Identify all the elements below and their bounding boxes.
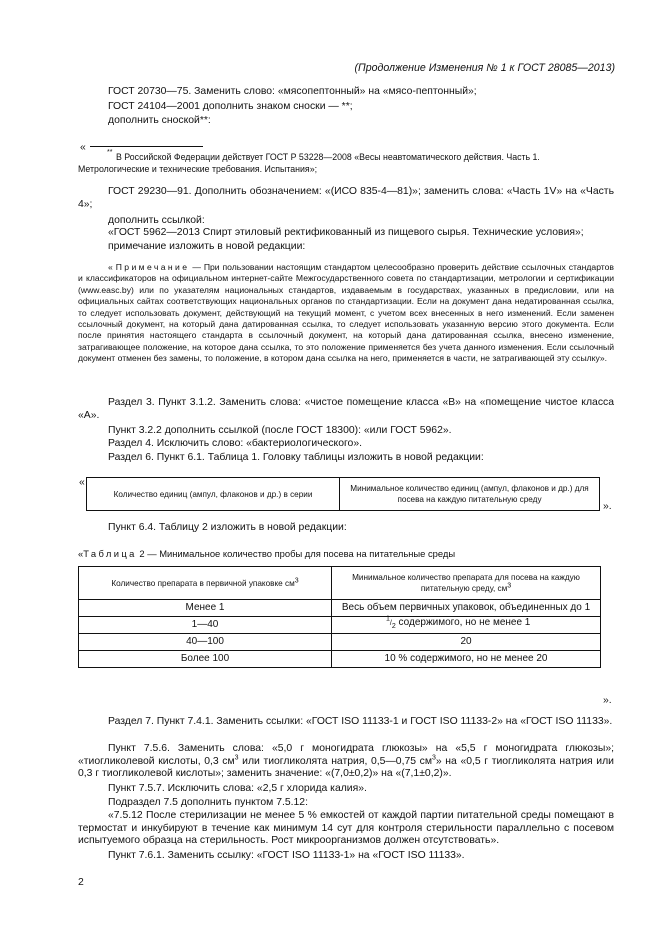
table-row bbox=[79, 634, 601, 651]
table-cell: 40—100 bbox=[79, 634, 332, 651]
note-label: Примечание bbox=[115, 262, 190, 272]
quote-mark: « bbox=[79, 477, 85, 488]
table-cell: Более 100 bbox=[79, 651, 332, 668]
text-span: Пункт 7.5.6. Заменить слова: «5,0 г моногидрата глюкозы» на «5,5 г моногидрата глюкозы»; «тиогликолевой кислоты, 0,3 см bbox=[78, 743, 614, 767]
table-cell: 10 % содержимого, но не менее 20 bbox=[332, 651, 601, 668]
quote-mark: « bbox=[108, 262, 113, 272]
text-line: ГОСТ 24104—2001 дополнить знаком сноски — **; bbox=[108, 101, 353, 112]
table-caption bbox=[78, 548, 455, 559]
quote-mark: ». bbox=[603, 695, 612, 706]
page-number: 2 bbox=[78, 877, 84, 888]
footnote-separator bbox=[90, 146, 203, 147]
caption-text: 2 — Минимальное количество пробы для посева на питательные среды bbox=[139, 548, 456, 559]
text-line: Подраздел 7.5 дополнить пунктом 7.5.12: bbox=[108, 797, 308, 808]
text-line: дополнить ссылкой: bbox=[108, 215, 205, 226]
text-line: ГОСТ 20730—75. Заменить слово: «мясопептонный» на «мясо-пептонный»; bbox=[108, 86, 477, 97]
table-cell: 20 bbox=[332, 634, 601, 651]
text-span: или тиогликолята натрия, 0,5—0,75 см bbox=[238, 755, 432, 767]
paragraph: Раздел 3. Пункт 3.1.2. Заменить слова: «чистое помещение класса «В» на «помещение чистое класса «А». bbox=[78, 397, 614, 421]
paragraph bbox=[78, 743, 614, 781]
text-line: Пункт 7.6.1. Заменить ссылку: «ГОСТ ISO 11133-1» на «ГОСТ ISO 11133». bbox=[108, 850, 465, 861]
quote-mark: ». bbox=[603, 501, 612, 512]
footnote-text: В Российской Федерации действует ГОСТ Р 53228—2008 «Весы неавтоматического действия. Часть 1. bbox=[116, 152, 540, 162]
text-line: дополнить сноской**: bbox=[108, 115, 211, 126]
table-cell: Весь объем первичных упаковок, объединенных до 1 bbox=[332, 600, 601, 617]
note-body: — При пользовании настоящим стандартом целесообразно проверить действие ссылочных стандартов и классификаторов на официальном интернет-сайте Межгосударственного совета по стандартизации, метрологии и сертификации (www.easc.by) или по указателям национальных стандартов, издаваемым в государствах, указанных в предисловии, или на официальных сайтах соответствующих национальных органов по стандартизации. Если на документ дана недатированная ссылка, то следует использовать документ, действующий на текущий момент, с учетом всех внесенных в него изменений. Если заменен ссылочный документ, на который дана датированная ссылка, то следует использовать указанную версию этого документа. Если после принятия настоящего стандарта в ссылочный документ, на который дана датированная ссылка, внесено изменение, затрагивающее положение, на которое дана ссылка, то это положение применяется без учета данного изменения. Если ссылочный документ отменен без замены, то положение, в котором дана ссылка на него, применяется в части, не затрагивающей эту ссылку». bbox=[78, 262, 614, 364]
superscript: 3 bbox=[431, 754, 436, 762]
table-2 bbox=[78, 566, 601, 668]
text-line: Пункт 7.5.7. Исключить слова: «2,5 г хлорида калия». bbox=[108, 783, 367, 794]
caption-label: Таблица bbox=[83, 548, 137, 559]
footnote-mark: ** bbox=[107, 149, 113, 156]
superscript: 1 bbox=[386, 615, 390, 623]
table-header-cell bbox=[79, 567, 332, 600]
cell-text: содержимого, но не менее 1 bbox=[395, 617, 531, 628]
subscript: 2 bbox=[391, 623, 396, 630]
table-header-cell: Количество единиц (ампул, флаконов и др.) в серии bbox=[87, 478, 340, 511]
table-row bbox=[79, 651, 601, 668]
text-line: Пункт 3.2.2 дополнить ссылкой (после ГОСТ 18300): «или ГОСТ 5962». bbox=[108, 425, 452, 436]
header-text: Минимальное количество препарата для посева на каждую питательную среду, см bbox=[352, 573, 580, 593]
footnote-text: Метрологические и технические требования. Испытания»; bbox=[78, 164, 318, 174]
paragraph: «7.5.12 После стерилизации не менее 5 % емкостей от каждой партии питательной среды помещают в термостат и инкубируют в течение как минимум 14 сут для контроля стерильности параллельно с посевом испытуемого образца на стерильность. Рост микроорганизмов должен отсутствовать». bbox=[78, 810, 614, 847]
quote-mark: « bbox=[80, 142, 86, 153]
table-cell: $^1/_2$ содержимого, но не менее 1 bbox=[332, 617, 601, 634]
table-row bbox=[79, 617, 601, 634]
text-line: Раздел 6. Пункт 6.1. Таблица 1. Головку таблицы изложить в новой редакции: bbox=[108, 452, 484, 463]
text-line: Раздел 4. Исключить слово: «бактериологического». bbox=[108, 438, 362, 449]
paragraph: «ГОСТ 5962—2013 Спирт этиловый ректификованный из пищевого сырья. Технические условия»; bbox=[108, 227, 584, 238]
text-span: » на «0,5 г тиогликолята натрия или 0,3 г тиогликолевой кислоты»; заменить значение: «(7,0±0,2)» на «(7,1±0,2)». bbox=[78, 755, 614, 780]
header-text: Количество препарата в первичной упаковке см bbox=[111, 578, 295, 588]
table-1-header bbox=[86, 477, 600, 511]
running-header: (Продолжение Изменения № 1 к ГОСТ 28085—2013) bbox=[354, 62, 615, 74]
paragraph: ГОСТ 29230—91. Дополнить обозначением: «(ИСО 835-4—81)»; заменить слова: «Часть 1V» на «Часть 4»; bbox=[78, 186, 614, 210]
table-header-cell bbox=[332, 567, 601, 600]
table-cell: 1—40 bbox=[79, 617, 332, 634]
superscript: 3 bbox=[294, 576, 299, 584]
note-block bbox=[78, 262, 614, 365]
text-line: Пункт 6.4. Таблицу 2 изложить в новой редакции: bbox=[108, 522, 347, 533]
text-line: примечание изложить в новой редакции: bbox=[108, 241, 306, 252]
table-header-cell: Минимальное количество единиц (ампул, флаконов и др.) для посева на каждую питательную среду bbox=[340, 478, 600, 511]
paragraph: Раздел 7. Пункт 7.4.1. Заменить ссылки: «ГОСТ ISO 11133-1 и ГОСТ ISO 11133-2» на «ГОСТ ISO 11133». bbox=[108, 716, 613, 727]
table-row bbox=[79, 600, 601, 617]
superscript: 3 bbox=[507, 582, 512, 590]
table-cell: Менее 1 bbox=[79, 600, 332, 617]
quote-mark: « bbox=[78, 548, 84, 559]
superscript: 3 bbox=[234, 754, 239, 762]
